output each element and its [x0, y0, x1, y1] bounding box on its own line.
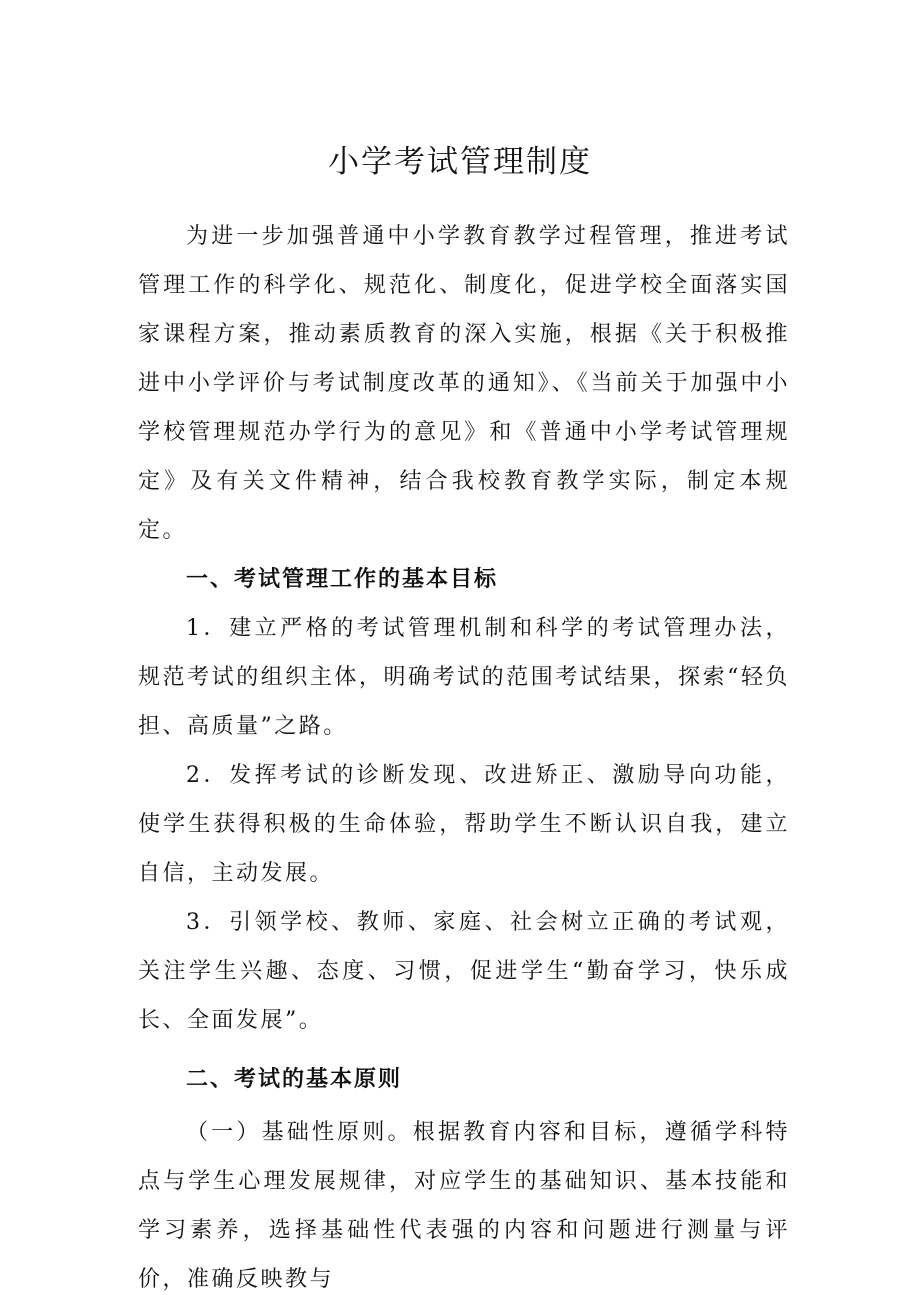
section-heading-principles: 二、考试的基本原则 [186, 1067, 403, 1092]
principle-item-1: （一）基础性原则。根据教育内容和目标，遵循学科特点与学生心理发展规律，对应学生的基础知识、基本技能和学习素养，选择基础性代表强的内容和问题进行测量与评价，准确反映教与 [138, 1120, 790, 1292]
document-title: 小学考试管理制度 [328, 144, 592, 180]
intro-paragraph: 为进一步加强普通中小学教育教学过程管理，推进考试管理工作的科学化、规范化、制度化，促进学校全面落实国家课程方案，推动素质教育的深入实施，根据《关于积极推进中小学评价与考试制度改革的通知》、《当前关于加强中小学校管理规范办学行为的意见》和《普通中小学考试管理规定》及有关文件精神，结合我校教育教学实际，制定本规定。 [138, 224, 790, 543]
goal-item-3: 3．引领学校、教师、家庭、社会树立正确的考试观，关注学生兴趣、态度、习惯，促进学生“勤奋学习，快乐成长、全面发展”。 [138, 910, 790, 1033]
goal-item-2: 2．发挥考试的诊断发现、改进矫正、激励导向功能，使学生获得积极的生命体验，帮助学生不断认识自我，建立自信，主动发展。 [138, 763, 790, 886]
goal-item-1: 1．建立严格的考试管理机制和科学的考试管理办法，规范考试的组织主体，明确考试的范围考试结果，探索“轻负担、高质量”之路。 [138, 616, 790, 739]
section-heading-goals: 一、考试管理工作的基本目标 [186, 567, 499, 592]
document-body [138, 212, 790, 1304]
